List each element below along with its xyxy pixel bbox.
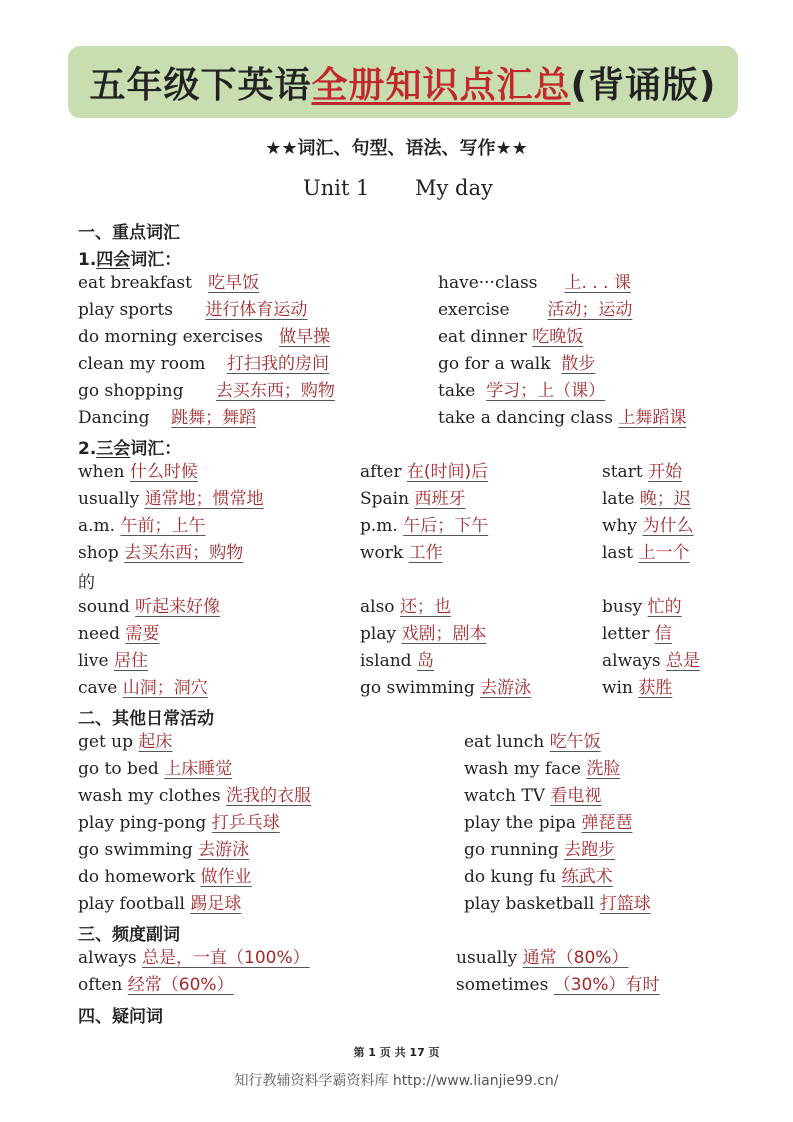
vocab-en: go running bbox=[464, 840, 559, 860]
vocab-item bbox=[456, 974, 660, 996]
vocab-en: go for a walk bbox=[438, 354, 551, 374]
vocab-en: take bbox=[438, 381, 476, 401]
subheading-prefix: 1. bbox=[78, 250, 97, 270]
vocab-cn: 进行体育运动 bbox=[205, 300, 308, 320]
vocab-en: exercise bbox=[438, 300, 510, 320]
vocab-cn: 午前；上午 bbox=[120, 516, 206, 536]
vocab-cn: 晚；迟 bbox=[639, 489, 691, 509]
vocab-en: play sports bbox=[78, 300, 173, 320]
vocab-item bbox=[464, 731, 601, 753]
vocab-item bbox=[78, 461, 198, 483]
vocab-en: go swimming bbox=[360, 678, 475, 698]
vocab-cn: 跳舞；舞蹈 bbox=[171, 408, 257, 428]
vocab-cn: 上舞蹈课 bbox=[618, 408, 687, 428]
vocab-cn: 看电视 bbox=[550, 786, 602, 806]
vocab-en: island bbox=[360, 651, 412, 671]
three-skill-subheading bbox=[78, 434, 181, 459]
vocab-cn: 经常（60%） bbox=[127, 975, 234, 995]
vocab-cn: 需要 bbox=[125, 624, 160, 644]
vocab-item bbox=[78, 380, 335, 402]
vocab-item bbox=[78, 731, 172, 753]
vocab-cn: 什么时候 bbox=[129, 462, 198, 482]
four-skill-subheading bbox=[78, 245, 181, 270]
vocab-item bbox=[602, 623, 672, 645]
vocab-en: also bbox=[360, 597, 395, 617]
vocab-item bbox=[78, 812, 280, 834]
vocab-cn: 活动；运动 bbox=[547, 300, 633, 320]
vocab-cn: 去游泳 bbox=[480, 678, 532, 698]
vocab-cn: 起床 bbox=[138, 732, 173, 752]
vocab-en: always bbox=[78, 948, 137, 968]
subheading-prefix: 2. bbox=[78, 439, 97, 459]
vocab-en: eat lunch bbox=[464, 732, 545, 752]
vocab-item bbox=[78, 947, 310, 969]
vocab-item bbox=[360, 650, 434, 672]
vocab-en: often bbox=[78, 975, 123, 995]
vocab-item bbox=[78, 272, 259, 294]
vocab-en: have···class bbox=[438, 273, 538, 293]
vocab-en: usually bbox=[78, 489, 140, 509]
vocab-cn: 戏剧；剧本 bbox=[401, 624, 487, 644]
vocab-cn: 打扫我的房间 bbox=[226, 354, 329, 374]
vocab-en: last bbox=[602, 543, 634, 563]
vocab-item bbox=[464, 893, 651, 915]
vocab-item bbox=[360, 677, 531, 699]
vocab-item bbox=[360, 596, 451, 618]
vocab-item bbox=[78, 893, 241, 915]
vocab-item bbox=[360, 623, 486, 645]
vocab-cn: 开始 bbox=[648, 462, 683, 482]
vocab-en: eat breakfast bbox=[78, 273, 192, 293]
vocab-item bbox=[78, 326, 330, 348]
vocab-cn: 上一个 bbox=[638, 543, 690, 563]
vocab-cn: 岛 bbox=[416, 651, 434, 671]
vocab-item bbox=[438, 353, 595, 375]
vocab-item bbox=[360, 461, 488, 483]
vocab-en: letter bbox=[602, 624, 650, 644]
vocab-cn: 去跑步 bbox=[564, 840, 616, 860]
vocab-en: watch TV bbox=[464, 786, 546, 806]
vocab-cn: 练武术 bbox=[561, 867, 613, 887]
vocab-item bbox=[438, 272, 631, 294]
vocab-item bbox=[464, 758, 620, 780]
title-highlight: 全册知识点汇总 bbox=[311, 64, 571, 106]
vocab-cn: 打篮球 bbox=[599, 894, 651, 914]
vocab-en: usually bbox=[456, 948, 518, 968]
vocab-en: cave bbox=[78, 678, 118, 698]
source-watermark: 知行教辅资料学霸资料库 http://www.lianjie99.cn/ bbox=[234, 1073, 559, 1089]
vocab-item bbox=[78, 542, 243, 564]
vocab-item bbox=[438, 326, 583, 348]
vocab-item bbox=[438, 380, 605, 402]
vocab-en: go swimming bbox=[78, 840, 193, 860]
vocab-item bbox=[602, 461, 682, 483]
vocab-cn: 吃午饭 bbox=[549, 732, 601, 752]
vocab-en: sound bbox=[78, 597, 130, 617]
unit-number: Unit 1 bbox=[303, 176, 370, 200]
vocab-item bbox=[464, 839, 615, 861]
vocab-en: always bbox=[602, 651, 661, 671]
vocab-item bbox=[456, 947, 628, 969]
vocab-item bbox=[438, 299, 632, 321]
vocab-cn: 居住 bbox=[113, 651, 148, 671]
vocab-en: live bbox=[78, 651, 109, 671]
vocab-item bbox=[78, 677, 208, 699]
vocab-cn: 打乒乓球 bbox=[211, 813, 280, 833]
vocab-en: shop bbox=[78, 543, 119, 563]
vocab-cn: 做早操 bbox=[279, 327, 331, 347]
subheading-label: 三会 bbox=[96, 439, 131, 459]
vocab-cn: 获胜 bbox=[638, 678, 673, 698]
vocab-en: play basketball bbox=[464, 894, 595, 914]
vocab-cn: 在(时间)后 bbox=[406, 462, 489, 482]
section3-heading: 三、频度副词 bbox=[78, 925, 180, 945]
wrap-text: 的 bbox=[78, 573, 95, 593]
vocab-item bbox=[360, 515, 488, 537]
vocab-item bbox=[602, 515, 694, 537]
vocab-en: get up bbox=[78, 732, 134, 752]
vocab-cn: 上. . . 课 bbox=[564, 273, 631, 293]
vocab-en: after bbox=[360, 462, 402, 482]
section1-heading: 一、重点词汇 bbox=[78, 223, 180, 243]
vocab-item bbox=[78, 623, 159, 645]
vocab-en: Spain bbox=[360, 489, 410, 509]
vocab-en: play the pipa bbox=[464, 813, 577, 833]
vocab-en: eat dinner bbox=[438, 327, 527, 347]
vocab-cn: 吃早饭 bbox=[208, 273, 260, 293]
vocab-en: why bbox=[602, 516, 638, 536]
vocab-item bbox=[360, 542, 443, 564]
vocab-en: sometimes bbox=[456, 975, 549, 995]
vocab-cn: 为什么 bbox=[642, 516, 694, 536]
vocab-item bbox=[602, 650, 700, 672]
vocab-cn: 工作 bbox=[408, 543, 443, 563]
vocab-en: when bbox=[78, 462, 125, 482]
vocab-en: do kung fu bbox=[464, 867, 557, 887]
vocab-item bbox=[78, 353, 329, 375]
subheading-label: 四会 bbox=[96, 250, 131, 270]
vocab-item bbox=[464, 785, 601, 807]
unit-name: My day bbox=[415, 176, 493, 200]
vocab-en: wash my clothes bbox=[78, 786, 221, 806]
vocab-en: start bbox=[602, 462, 643, 482]
vocab-cn: 还；也 bbox=[399, 597, 451, 617]
vocab-en: play bbox=[360, 624, 397, 644]
subheading-suffix: 词汇： bbox=[130, 439, 182, 459]
vocab-cn: 弹琵琶 bbox=[581, 813, 633, 833]
vocab-item bbox=[464, 812, 632, 834]
vocab-cn: 去买东西；购物 bbox=[215, 381, 335, 401]
vocab-cn: 午后；下午 bbox=[403, 516, 489, 536]
vocab-item bbox=[78, 785, 311, 807]
vocab-item bbox=[602, 488, 691, 510]
vocab-item bbox=[78, 866, 252, 888]
vocab-item bbox=[464, 866, 613, 888]
vocab-en: clean my room bbox=[78, 354, 206, 374]
vocab-cn: 踢足球 bbox=[190, 894, 242, 914]
vocab-cn: 忙的 bbox=[647, 597, 682, 617]
vocab-cn: 通常（80%） bbox=[522, 948, 629, 968]
vocab-en: work bbox=[360, 543, 404, 563]
vocab-en: play ping-pong bbox=[78, 813, 207, 833]
vocab-item bbox=[78, 839, 249, 861]
vocab-item bbox=[78, 488, 264, 510]
vocab-cn: 去游泳 bbox=[198, 840, 250, 860]
vocab-en: wash my face bbox=[464, 759, 581, 779]
vocab-en: play football bbox=[78, 894, 185, 914]
vocab-cn: （30%）有时 bbox=[553, 975, 660, 995]
vocab-en: Dancing bbox=[78, 408, 150, 428]
vocab-cn: 上床睡觉 bbox=[164, 759, 233, 779]
vocab-cn: 西班牙 bbox=[414, 489, 466, 509]
vocab-cn: 去买东西；购物 bbox=[124, 543, 244, 563]
vocab-item bbox=[78, 758, 232, 780]
vocab-item bbox=[78, 515, 205, 537]
vocab-cn: 山洞；洞穴 bbox=[122, 678, 208, 698]
vocab-item bbox=[78, 650, 148, 672]
vocab-cn: 学习；上（课） bbox=[486, 381, 606, 401]
vocab-en: busy bbox=[602, 597, 643, 617]
section2-heading: 二、其他日常活动 bbox=[78, 709, 214, 729]
vocab-cn: 总是，一直（100%） bbox=[142, 948, 310, 968]
vocab-item bbox=[602, 596, 682, 618]
vocab-en: go to bed bbox=[78, 759, 159, 779]
vocab-cn: 洗我的衣服 bbox=[226, 786, 312, 806]
vocab-en: do morning exercises bbox=[78, 327, 263, 347]
title-part1: 五年级下英语 bbox=[89, 64, 312, 106]
vocab-item bbox=[438, 407, 686, 429]
vocab-item bbox=[78, 974, 234, 996]
vocab-item bbox=[78, 299, 307, 321]
vocab-en: p.m. bbox=[360, 516, 398, 536]
vocab-en: take a dancing class bbox=[438, 408, 613, 428]
page-number: 第 1 页 共 17 页 bbox=[353, 1046, 440, 1059]
vocab-item bbox=[602, 677, 672, 699]
vocab-en: win bbox=[602, 678, 633, 698]
vocab-cn: 吃晚饭 bbox=[532, 327, 584, 347]
vocab-en: need bbox=[78, 624, 120, 644]
vocab-en: a.m. bbox=[78, 516, 116, 536]
vocab-en: late bbox=[602, 489, 635, 509]
subtitle: ★★词汇、句型、语法、写作★★ bbox=[265, 138, 528, 159]
subheading-suffix: 词汇： bbox=[130, 250, 182, 270]
title-part2: (背诵版) bbox=[570, 64, 717, 106]
vocab-cn: 洗脸 bbox=[586, 759, 621, 779]
vocab-item bbox=[78, 596, 220, 618]
section4-heading: 四、疑问词 bbox=[78, 1007, 163, 1027]
vocab-item bbox=[602, 542, 690, 564]
vocab-cn: 做作业 bbox=[200, 867, 252, 887]
vocab-item bbox=[78, 407, 256, 429]
vocab-en: do homework bbox=[78, 867, 196, 887]
vocab-en: go shopping bbox=[78, 381, 184, 401]
vocab-item bbox=[360, 488, 465, 510]
vocab-cn: 散步 bbox=[561, 354, 596, 374]
vocab-cn: 通常地；惯常地 bbox=[144, 489, 264, 509]
vocab-cn: 信 bbox=[654, 624, 672, 644]
vocab-cn: 听起来好像 bbox=[135, 597, 221, 617]
page-title bbox=[68, 46, 738, 118]
vocab-cn: 总是 bbox=[666, 651, 700, 671]
